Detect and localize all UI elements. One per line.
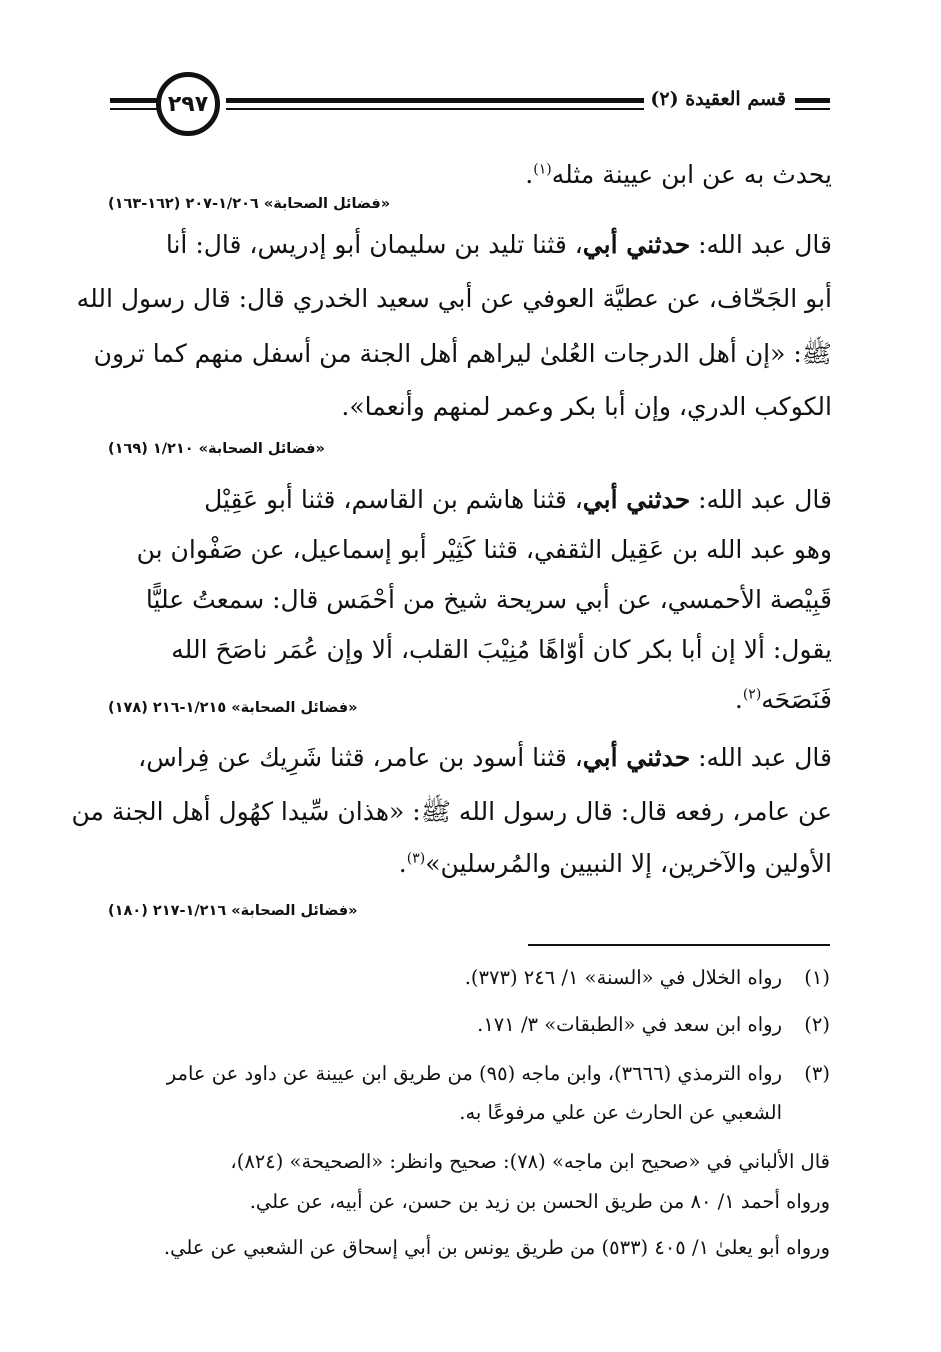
footnote-ref: (٣)	[406, 850, 426, 867]
text-line: أبو الجَحّاف، عن عطيَّة العوفي عن أبي سعيد الخدري قال: قال رسول الله	[76, 284, 832, 313]
footnote-number: (١)	[804, 966, 830, 989]
footnote-3-line: ورواه أحمد ١/ ٨٠ من طريق الحسن بن زيد بن حسن، عن أبيه، عن علي.	[249, 1190, 830, 1213]
footnote-text: رواه الترمذي (٣٦٦٦)، وابن ماجه (٩٥) من طريق ابن عيينة عن داود عن عامر	[166, 1062, 782, 1085]
footnote-3-line: الشعبي عن الحارث عن علي مرفوعًا به.	[459, 1101, 782, 1124]
footnote-2	[477, 1013, 830, 1036]
text-line: الكوكب الدري، وإن أبا بكر وعمر لمنهم وأنعما».	[341, 392, 832, 421]
text-span: قال عبد الله:	[690, 230, 832, 259]
text-line: فَنَصَحَه$^{(٢)}$.	[734, 685, 832, 714]
text-line: وهو عبد الله بن عَقِيل الثقفي، قثنا كَثِيْر أبو إسماعيل، عن صَفْوان بن	[136, 535, 832, 564]
footnote-3-line: قال الألباني في «صحيح ابن ماجه» (٧٨): صحيح وانظر: «الصحيحة» (٨٢٤)،	[230, 1150, 830, 1173]
running-title: قسم العقيدة (٢)	[644, 88, 792, 110]
footnote-separator	[528, 944, 830, 946]
citation: «فضائل الصحابة» ١/٢١٥-٢١٦ (١٧٨)	[108, 700, 358, 716]
footnote-text: رواه ابن سعد في «الطبقات» ٣/ ١٧١.	[477, 1013, 782, 1036]
citation: «فضائل الصحابة» ١/٢١٦-٢١٧ (١٨٠)	[108, 903, 358, 919]
citation: «فضائل الصحابة» ١/٢١٠ (١٦٩)	[108, 441, 325, 457]
footnote-ref: (١)	[533, 161, 552, 178]
text-span: فَنَصَحَه	[761, 685, 832, 714]
text-span: قال عبد الله:	[690, 743, 832, 772]
text-line: يقول: ألا إن أبا بكر كان أوّاهًا مُنِيْبَ القلب، ألا وإن عُمَر ناصَحَ الله	[171, 635, 832, 664]
footnote-ref: (٢)	[742, 686, 762, 703]
text-span: ، قثنا تليد بن سليمان أبو إدريس، قال: أنا	[165, 230, 583, 259]
text-span-bold: حدثني أبي	[582, 485, 691, 514]
main-text	[71, 0, 832, 940]
footnote-number: (٢)	[804, 1013, 830, 1036]
footnote-number: (٣)	[804, 1062, 830, 1085]
text-span: ، قثنا هاشم بن القاسم، قثنا أبو عَقِيْل	[204, 485, 583, 514]
text-span-bold: حدثني أبي	[582, 230, 691, 259]
text-line	[138, 743, 832, 772]
footnote-text: رواه الخلال في «السنة» ١/ ٢٤٦ (٣٧٣).	[464, 966, 782, 989]
text-line: عن عامر، رفعه قال: قال رسول الله ﷺ: «هذان سِّيدا كهُول أهل الجنة من	[71, 797, 832, 826]
text-line	[166, 230, 832, 259]
text-span-bold: حدثني أبي	[582, 743, 691, 772]
page-number: ٢٩٧	[167, 91, 209, 117]
footnote-3-line: ورواه أبو يعلىٰ ١/ ٤٠٥ (٥٣٣) من طريق يونس بن أبي إسحاق عن الشعبي عن علي.	[163, 1236, 830, 1259]
footnote-1	[465, 966, 830, 989]
text-line: الأولين والآخرين، إلا النبيين والمُرسلين»$^{(٣)}$.	[398, 849, 832, 878]
text-span: الأولين والآخرين، إلا النبيين والمُرسلين»	[425, 849, 832, 878]
text-span: ، قثنا أسود بن عامر، قثنا شَرِيك عن فِراس،	[138, 743, 583, 772]
text-line: ﷺ: «إن أهل الدرجات العُلىٰ ليراهم أهل الجنة من أسفل منهم كما ترون	[93, 339, 832, 368]
text-line: يحدث به عن ابن عيينة مثله$^{(١)}$.	[525, 160, 832, 189]
text-span: يحدث به عن ابن عيينة مثله	[551, 160, 832, 189]
text-line	[204, 485, 832, 514]
citation: «فضائل الصحابة» ١/٢٠٦-٢٠٧ (١٦٢-١٦٣)	[108, 196, 391, 212]
text-span: قال عبد الله:	[690, 485, 832, 514]
footnote-3	[167, 1062, 830, 1085]
text-line: قَبِيْصة الأحمسي، عن أبي سريحة شيخ من أحْمَس قال: سمعتُ عليًّا	[145, 585, 832, 614]
